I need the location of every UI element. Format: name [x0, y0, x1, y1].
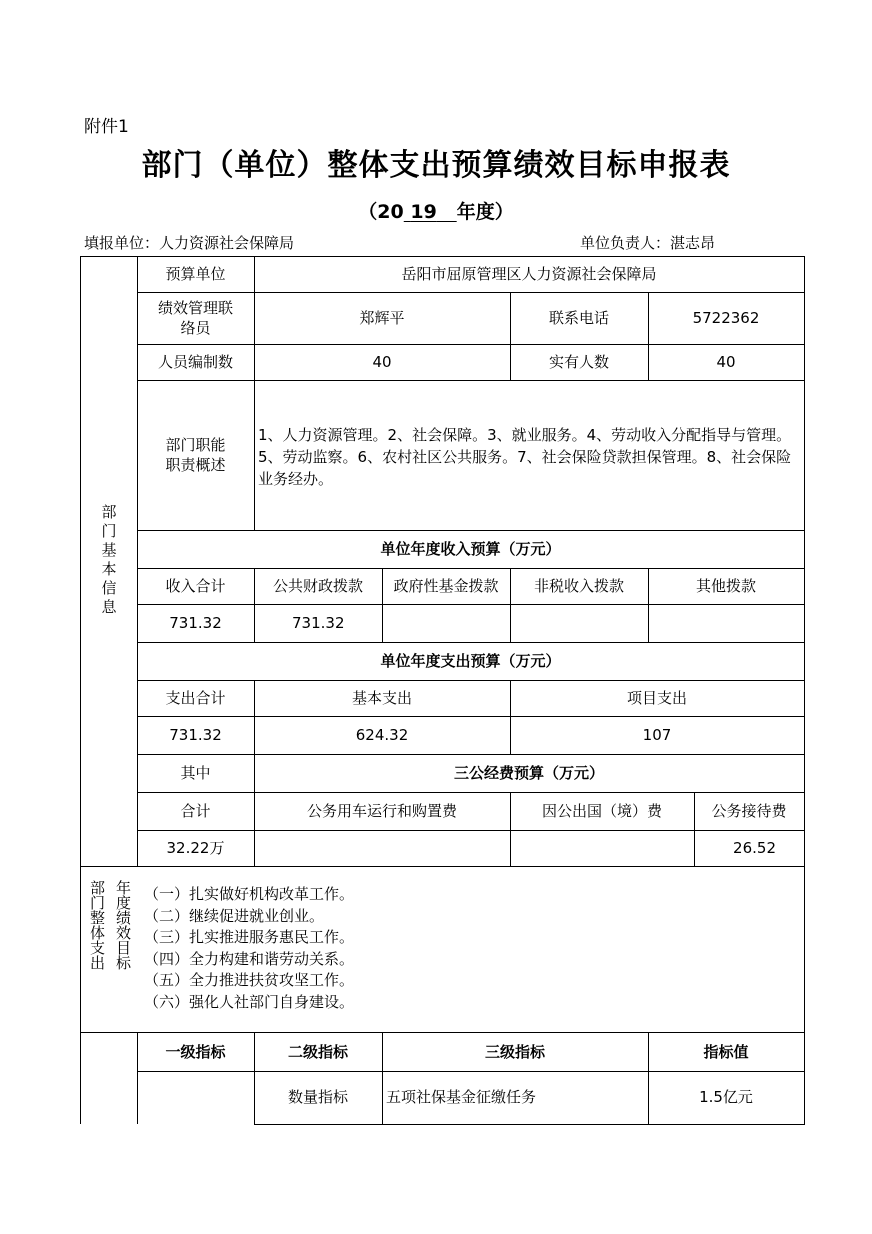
attachment-label: 附件1 [84, 117, 129, 137]
year-suffix: 年度） [456, 201, 514, 223]
three-public-value-reception: 26.52 [733, 839, 776, 857]
three-public-col-abroad: 因公出国（境）费 [541, 802, 662, 820]
staff-quota-label: 人员编制数 [157, 353, 233, 371]
indicator-level2: 数量指标 [287, 1088, 348, 1106]
income-value-nontax [510, 604, 648, 642]
phone-value: 5722362 [692, 309, 760, 327]
annual-goal-item: （六）强化人社部门自身建设。 [144, 992, 355, 1011]
annual-goal-item: （二）继续促进就业创业。 [144, 906, 325, 925]
budget-unit-value: 岳阳市屈原管理区人力资源社会保障局 [401, 265, 657, 283]
income-value-other [648, 604, 804, 642]
expense-col-basic: 基本支出 [351, 689, 412, 707]
year-value: 19 [410, 201, 437, 223]
duty-label: 部门职能职责概述 [165, 436, 226, 474]
income-col-public: 公共财政拨款 [272, 577, 363, 595]
unit-leader: 单位负责人：湛志昂 [580, 234, 716, 252]
three-public-header: 三公经费预算（万元） [453, 764, 604, 782]
indicator-col-value: 指标值 [703, 1043, 749, 1061]
income-header: 单位年度收入预算（万元） [380, 540, 561, 558]
page-title: 部门（单位）整体支出预算绩效目标申报表 [141, 148, 731, 183]
annual-goal-label-col2: 年度绩效目标 [114, 880, 132, 970]
grid-line [80, 866, 805, 867]
three-public-value-total: 32.22万 [166, 839, 225, 857]
contact-label: 绩效管理联络员 [157, 299, 233, 337]
indicator-col-level2: 二级指标 [287, 1043, 348, 1061]
phone-label: 联系电话 [548, 309, 609, 327]
expense-col-project: 项目支出 [626, 689, 687, 707]
three-public-col-vehicle: 公务用车运行和购置费 [306, 802, 457, 820]
annual-goal-item: （四）全力构建和谐劳动关系。 [144, 949, 355, 968]
expense-col-total: 支出合计 [165, 689, 226, 707]
income-col-fund: 政府性基金拨款 [393, 577, 499, 595]
budget-unit-label: 预算单位 [165, 265, 226, 283]
section-basic-info: 部门基本信息 [99, 504, 118, 618]
three-public-value-vehicle [254, 830, 510, 866]
contact-value: 郑辉平 [359, 309, 405, 327]
indicator-col-level1: 一级指标 [165, 1043, 226, 1061]
income-col-nontax: 非税收入拨款 [533, 577, 624, 595]
staff-actual-label: 实有人数 [548, 353, 609, 371]
income-col-total: 收入合计 [165, 577, 226, 595]
grid-line [804, 256, 805, 1124]
staff-actual-value: 40 [716, 353, 736, 371]
year-line [0, 197, 872, 224]
income-value-fund [382, 604, 510, 642]
expense-value-project: 107 [642, 726, 672, 744]
annual-goal-label-col1: 部门整体支出 [88, 880, 106, 970]
three-public-col-reception: 公务接待费 [711, 802, 787, 820]
staff-quota-value: 40 [372, 353, 392, 371]
income-value-public: 731.32 [292, 614, 345, 632]
duty-text: 1、人力资源管理。2、社会保障。3、就业服务。4、劳动收入分配指导与管理。5、劳动监察。6、农村社区公共服务。7、社会保险贷款担保管理。8、社会保险业务经办。 [258, 426, 792, 488]
indicator-value: 1.5亿元 [699, 1088, 753, 1106]
annual-goal-item: （五）全力推进扶贫攻坚工作。 [144, 971, 355, 989]
three-public-col-total: 合计 [180, 802, 211, 820]
annual-goal-item: （一）扎实做好机构改革工作。 [144, 885, 355, 903]
income-col-other: 其他拨款 [695, 577, 756, 595]
annual-goal-item: （三）扎实推进服务惠民工作。 [144, 928, 355, 946]
grid-line [254, 1124, 805, 1125]
three-public-value-abroad [510, 830, 694, 866]
indicator-level3: 五项社保基金征缴任务 [386, 1088, 537, 1106]
expense-value-total: 731.32 [169, 726, 222, 744]
fill-unit: 填报单位：人力资源社会保障局 [84, 234, 295, 252]
annual-goal-list [144, 884, 794, 1013]
among-label: 其中 [180, 764, 211, 782]
expense-header: 单位年度支出预算（万元） [380, 652, 561, 670]
income-value-total: 731.32 [169, 614, 222, 632]
indicator-col-level3: 三级指标 [484, 1043, 545, 1061]
year-prefix: （20 [358, 201, 404, 223]
expense-value-basic: 624.32 [355, 726, 409, 744]
